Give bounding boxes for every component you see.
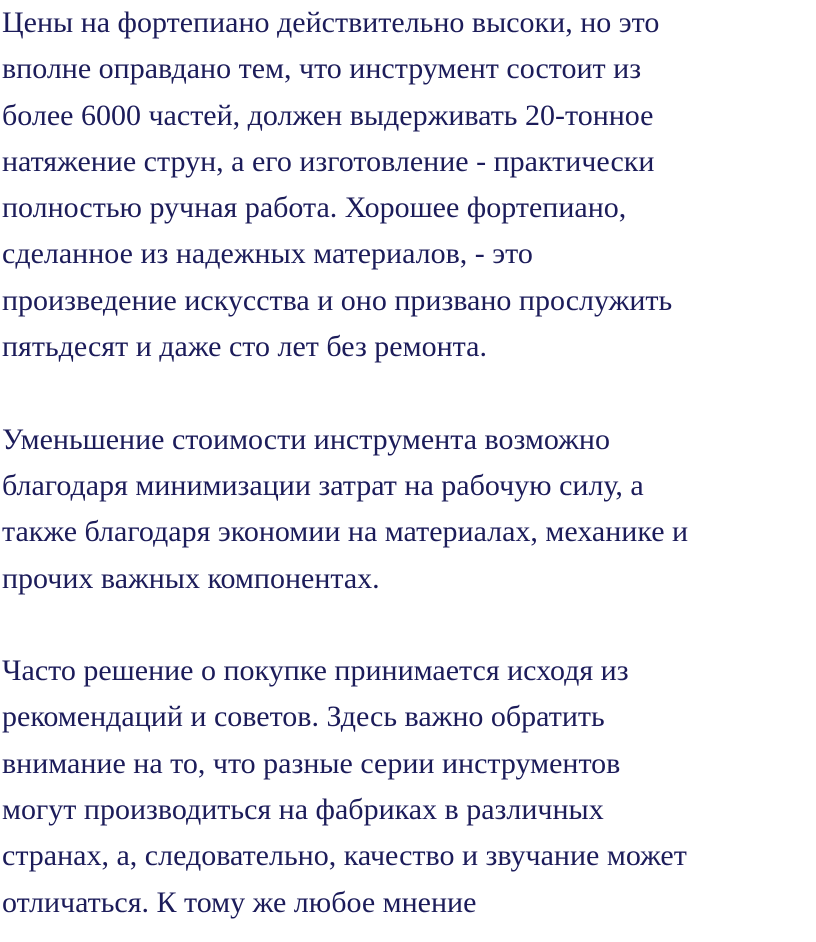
text-line: рекомендаций и советов. Здесь важно обратить [2, 700, 605, 734]
text-line: Уменьшение стоимости инструмента возможно [2, 422, 610, 456]
text-line: натяжение струн, а его изготовление - практически [2, 144, 655, 178]
paragraph-gap [2, 602, 814, 648]
paragraph-gap [2, 370, 814, 416]
paragraph-piano-prices [2, 0, 814, 370]
text-line: отличаться. К тому же любое мнение [2, 885, 477, 919]
text-line: также благодаря экономии на материалах, механике и [2, 515, 689, 549]
text-line: странах, а, следовательно, качество и звучание может [2, 839, 687, 873]
text-line: прочих важных компонентах. [2, 561, 380, 595]
text-line: вполне оправдано тем, что инструмент состоит из [2, 52, 642, 86]
text-line: полностью ручная работа. Хорошее фортепиано, [2, 191, 627, 225]
text-line: Цены на фортепиано действительно высоки, но это [2, 6, 660, 39]
text-line: сделанное из надежных материалов, - это [2, 237, 533, 271]
document-body [2, 0, 814, 926]
paragraph-cost-reduction [2, 417, 814, 602]
text-line: произведение искусства и оно призвано прослужить [2, 283, 673, 317]
text-line: более 6000 частей, должен выдерживать 20-тонное [2, 98, 654, 132]
text-line: пятьдесят и даже сто лет без ремонта. [2, 330, 487, 364]
text-line: могут производиться на фабриках в различных [2, 793, 604, 827]
text-line: Часто решение о покупке принимается исходя из [2, 654, 629, 688]
text-line: внимание на то, что разные серии инструментов [2, 746, 621, 780]
paragraph-purchase-advice [2, 648, 814, 926]
text-line: благодаря минимизации затрат на рабочую силу, а [2, 468, 644, 502]
